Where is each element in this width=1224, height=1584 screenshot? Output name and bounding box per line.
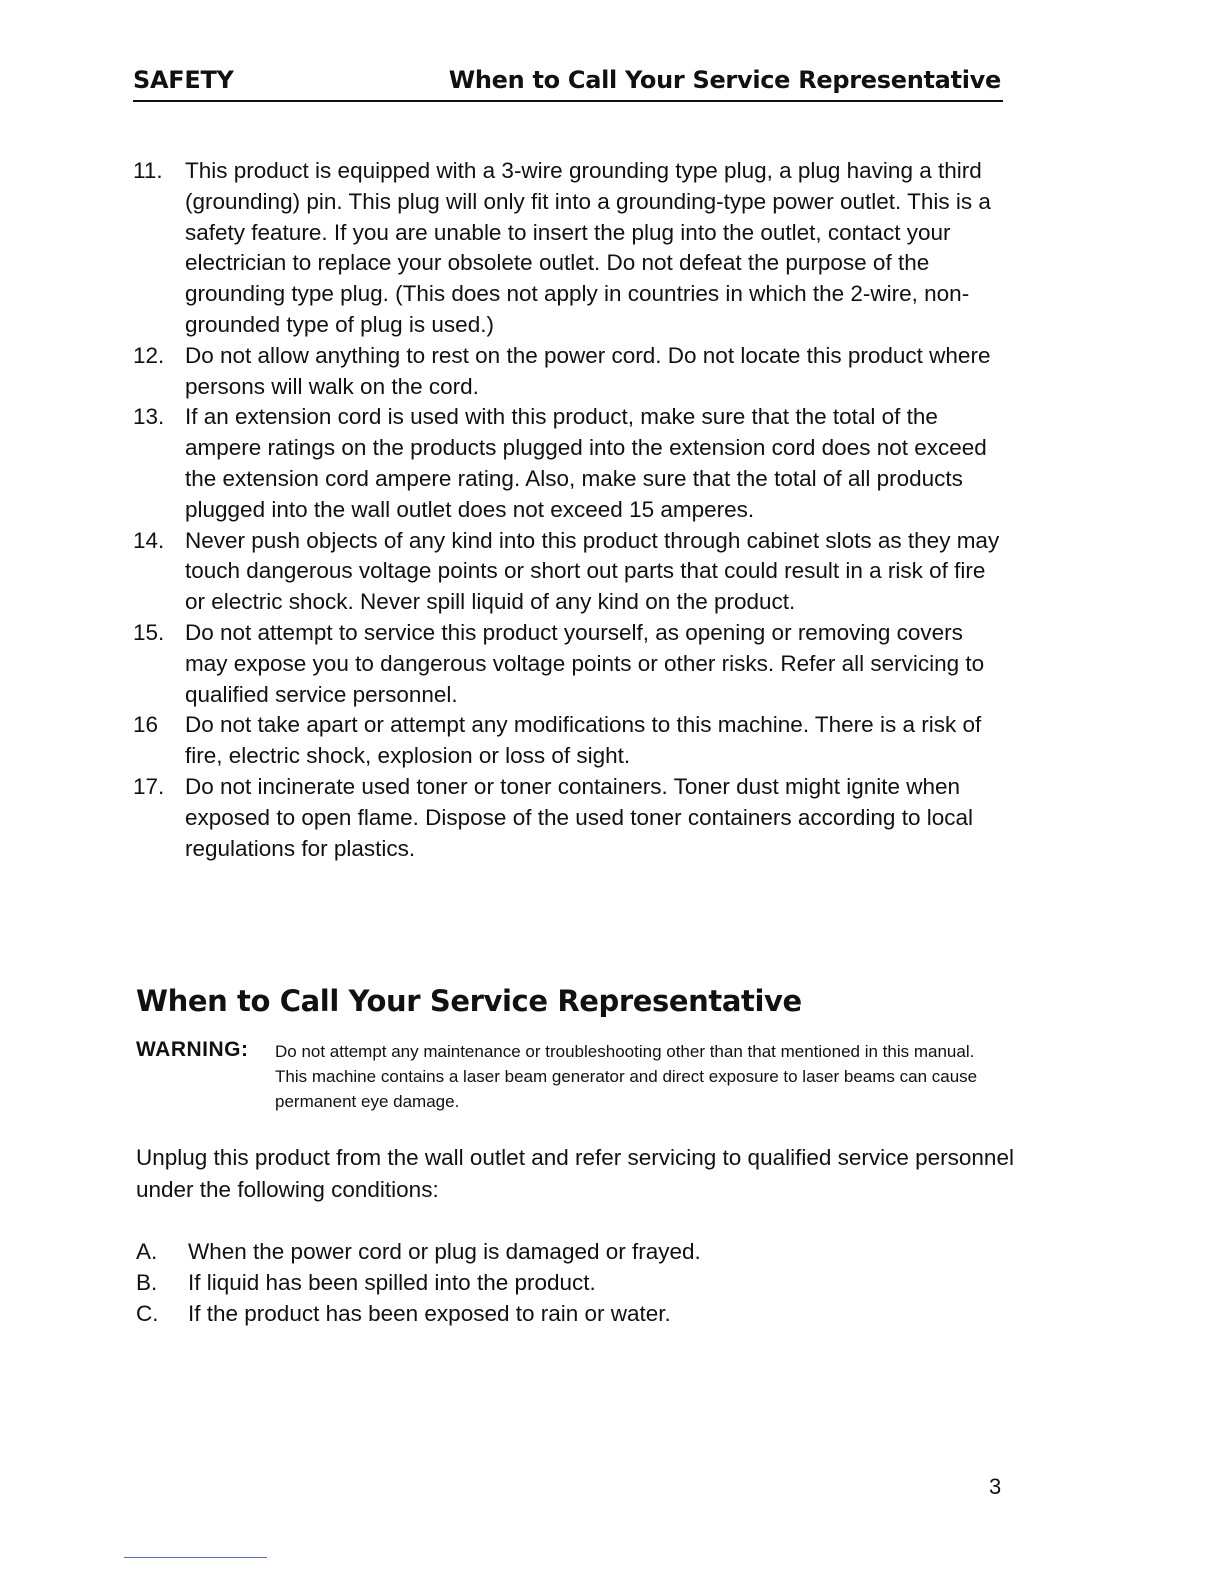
item-text: Do not allow anything to rest on the power cord. Do not locate this product where persons will walk on the cord. bbox=[185, 342, 991, 399]
section-heading: When to Call Your Service Representative bbox=[136, 984, 802, 1018]
item-text: If an extension cord is used with this product, make sure that the total of the ampere ratings on the products plugged into the extension cord does not exceed the extension cord ampere rating. Also, make sure that the total of all products plugged into the wall outlet does not exceed 15 amperes. bbox=[185, 404, 987, 522]
list-item bbox=[133, 710, 1003, 772]
item-number: 15. bbox=[133, 619, 165, 645]
list-item bbox=[133, 341, 1003, 403]
list-item bbox=[136, 1267, 701, 1298]
warning-label: WARNING: bbox=[136, 1038, 249, 1061]
item-text: Do not take apart or attempt any modifications to this machine. There is a risk of fire, electric shock, explosion or loss of sight. bbox=[185, 712, 982, 769]
item-number: 11. bbox=[133, 158, 163, 183]
item-text: Never push objects of any kind into this product through cabinet slots as they may touch dangerous voltage points or short out parts that could result in a risk of fire or electric shock. Never spill liquid of any kind on the product. bbox=[185, 527, 1000, 615]
list-item bbox=[133, 618, 1003, 710]
item-letter: A. bbox=[136, 1239, 158, 1264]
item-number: 13. bbox=[133, 404, 165, 430]
list-item bbox=[133, 402, 1003, 525]
header-title: When to Call Your Service Representative bbox=[448, 66, 1001, 94]
item-text: This product is equipped with a 3-wire grounding type plug, a plug having a third (grounding) pin. This plug will only fit into a grounding-type power outlet. This is a safety feature. If you are unable to insert the plug into the outlet, contact your electrician to replace your obsolete outlet. Do not defeat the purpose of the grounding type plug. (This does not apply in countries in which the 2-wire, non-grounded type of plug is used.) bbox=[185, 158, 991, 337]
service-conditions-list bbox=[136, 1236, 701, 1329]
safety-instructions-list bbox=[133, 156, 1003, 864]
header-section-label: SAFETY bbox=[133, 66, 234, 94]
item-text: Do not incinerate used toner or toner containers. Toner dust might ignite when exposed to open flame. Dispose of the used toner containers according to local regulations for plastics. bbox=[185, 773, 973, 861]
list-item bbox=[136, 1236, 701, 1267]
list-item bbox=[133, 156, 1003, 341]
page-number: 3 bbox=[989, 1474, 1002, 1499]
item-number: 12. bbox=[133, 342, 165, 368]
item-text: If the product has been exposed to rain or water. bbox=[188, 1301, 671, 1326]
item-letter: C. bbox=[136, 1301, 159, 1326]
page-header bbox=[133, 64, 1003, 102]
item-text: Do not attempt to service this product yourself, as opening or removing covers may expose you to dangerous voltage points or other risks. Refer all servicing to qualified service personnel. bbox=[185, 619, 985, 707]
item-number: 16 bbox=[133, 712, 159, 738]
footer-divider bbox=[124, 1557, 267, 1558]
item-number: 14. bbox=[133, 527, 165, 553]
intro-paragraph: Unplug this product from the wall outlet and refer servicing to qualified service personnel under the following conditions: bbox=[136, 1145, 1014, 1202]
list-item bbox=[133, 526, 1003, 618]
warning-text: Do not attempt any maintenance or troubleshooting other than that mentioned in this manual. This machine contains a laser beam generator and direct exposure to laser beams can cause permanent eye damage. bbox=[275, 1042, 978, 1111]
item-letter: B. bbox=[136, 1270, 158, 1295]
list-item bbox=[133, 772, 1003, 864]
item-text: If liquid has been spilled into the product. bbox=[188, 1270, 596, 1295]
list-item bbox=[136, 1298, 701, 1329]
item-text: When the power cord or plug is damaged or frayed. bbox=[188, 1239, 701, 1264]
item-number: 17. bbox=[133, 773, 165, 799]
